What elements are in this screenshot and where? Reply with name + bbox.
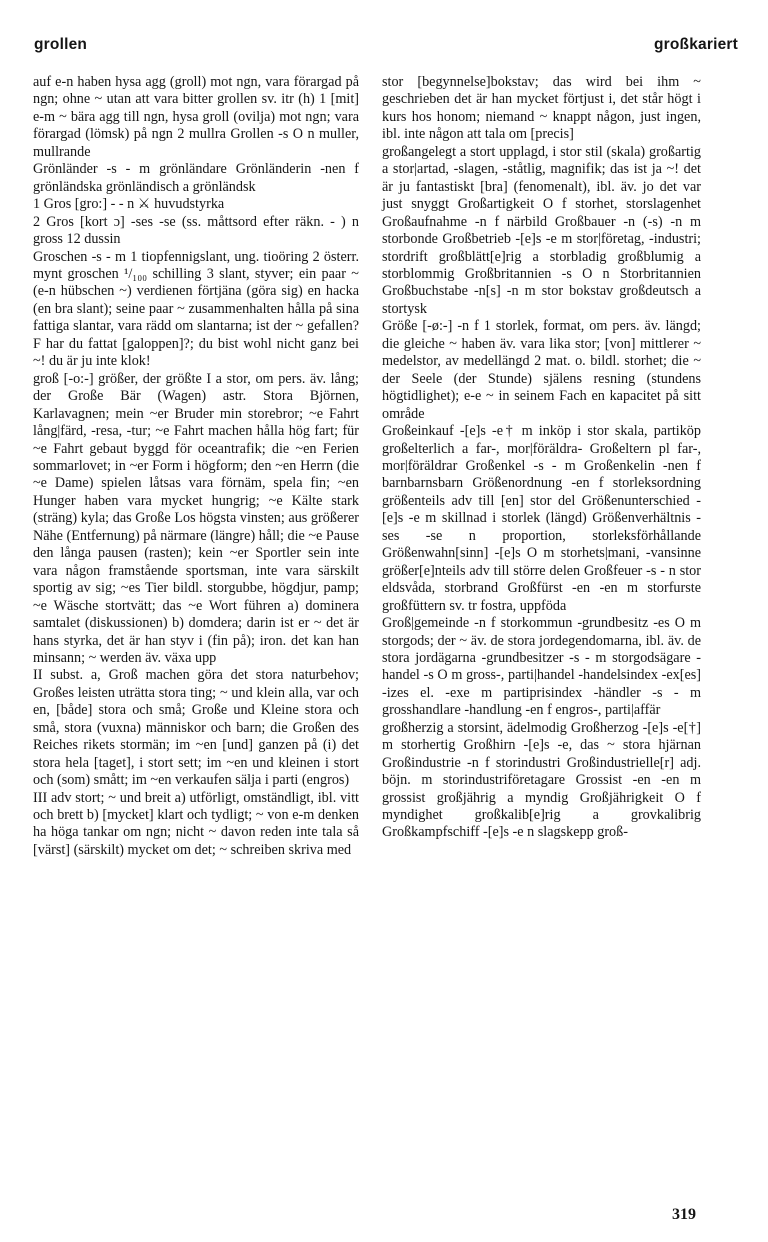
right-column [382, 74, 701, 842]
entry-grossangelegt: großangelegt a stort upplagd, i stor stil (skala) großartig a stor|artad, -slagen, -ståtlig, magnifik; das ist ja ~! det är ju fantastiskt [bra] (fenomenalt), ibl. äv. jo det var just snyggt Großartigkeit O f storhet, storslagenhet Großaufnahme -n f närbild Großbauer -n (-s) -n m storbonde Großbetrieb -[e]s -e m stor|företag, -industri; stordrift großblätt[e]rig a storbladig großblumig a storblommig Großbritannien -s O n Storbritannien Großbuchstabe -n[s] -n m stor bokstav großdeutsch a stortysk [382, 143, 701, 317]
entry-groesse: Größe [-ø:-] -n f 1 storlek, format, om pers. äv. längd; die gleiche ~ haben äv. vara lika stor; [von] mittlerer ~ medelstor, av medellängd 2 mat. o. bildl. storhet; die ~ der Seele (der Stunde) själens resning (stundens högtidlighet); e-e ~ in seinem Fach en kapacitet på sitt område [382, 318, 701, 422]
entry-gross-subst: II subst. a, Groß machen göra det stora naturbehov; Großes leisten uträtta stora ting; ~ und klein alla, var och en, [både] stora och små; Große und Kleine stora och små, stora (vuxna) människor och barn; die Großen des Reiches rikets stormän; im ~en [und] ganzen på (i) det stora hela [taget], i stort sett; im ~en und kleinen i stort och (som) smått; im ~en verkaufen sälja i parti (engros) [33, 667, 359, 789]
entry-continuation: stor [begynnelse]bokstav; das wird bei ihm ~ geschrieben det är han mycket förtjust i, det står högt i kurs hos honom; niemand ~ knappt någon, just ingen, ibl. inte någon att tala om [precis] [382, 74, 701, 143]
entry-gros-1: 1 Gros [gro:] - - n ⚔ huvudstyrka [33, 196, 225, 213]
entry-grollen: auf e-n haben hysa agg (groll) mot ngn, vara förargad på ngn; ohne ~ utan att vara bitter grollen sv. itr (h) 1 [mit] e-m ~ bära agg till ngn, hysa groll (ovilja) mot ngn; vara förargad (lömsk) på ngn 2 mullra Grollen -s O n muller, mullrande [33, 74, 359, 160]
left-guideword: grollen [34, 36, 88, 53]
left-column [33, 74, 359, 859]
entry-groschen: Groschen -s - m 1 tiopfennigslant, ung. tioöring 2 österr. mynt groschen ¹/₁₀₀ schilling 3 slant, styver; ein paar ~ (e-n hübschen ~) verdienen förtjäna (göra sig) en hacka (en bra slant); seine paar ~ zusammenhalten hålla på sina fattiga slantar, vara rädd om slantarna; ist der ~ gefallen? F har du fattat [galoppen]?; du bist wohl nicht ganz bei ~! du är ju inte klok! [33, 248, 359, 370]
right-guideword: großkariert [653, 36, 738, 53]
page-number: 319 [672, 1206, 696, 1223]
entry-grossgemeinde: Groß|gemeinde -n f storkommun -grundbesitz -es O m storgods; der ~ äv. de stora jordegendomarna, ibl. äv. de stora jordägarna -grundbesitzer -s - m storgodsägare -handel -s O m gross-, parti|handel -handelsindex -ex[es] -izes el. -exe m partiprisindex -händler -s - m grosshandlare -handlung -en f engros-, parti|affär [382, 615, 701, 719]
entry-grossherzig: großherzig a storsint, ädelmodig Großherzog -[e]s -e[†] m storhertig Großhirn -[e]s -e, das ~ stora hjärnan Großindustrie -n f storindustri Großindustrielle[r] adj. böjn. m storindustriföretagare Grossist -en -en m grossist großjährig a myndig Großjährigkeit O f myndighet großkalib[e]rig a grovkalibrig Großkampfschiff -[e]s -e n slagskepp groß- [382, 719, 701, 841]
entry-gros-2: 2 Gros [kort ɔ] -ses -se (ss. måttsord efter räkn. - ) n gross 12 dussin [33, 213, 359, 248]
entry-gross: groß [-o:-] größer, der größte I a stor, om pers. äv. lång; der Große Bär (Wagen) astr. Stora Björnen, Karlavagnen; mein ~er Bruder min storebror; ~e Fahrt lång|färd, -resa, -tur; ~e Fahrt machen hålla hög fart; für ~e Fahrt gebaut byggd för oceantrafik; die ~en Ferien sommarlovet; in ~er Form i högform; den ~en Herrn (die ~e Dame) spielen låtsas vara förnäm, spela fin; ~en Hunger haben vara mycket hungrig; ~e Kälte stark (sträng) kyla; das Große Los högsta vinsten; aus größerer Nähe (Entfernung) på närmare (längre) håll; die ~e Pause den långa pausen (rasten); kein ~er Sportler sein inte vara någon framstående sportsman, inte vara särskilt sportig av sig; ~es Tier bildl. storgubbe, högdjur, pamp; ~e Wäsche stortvätt; das ~e Wort führen a) dominera samtalet (diskussionen) b) domdera; darin ist er ~ det är hans styrka, det är han styv i (fin på); iron. det kan han minsann; ~ werden äv. växa upp [33, 370, 359, 666]
entry-grosseinkauf: Großeinkauf -[e]s -e† m inköp i stor skala, partiköp großelterlich a far-, mor|föräldra- Großeltern pl far-, mor|föräldrar Großenkel -s - m Großenkelin -nen f barnbarnsbarn Größenordnung -en f storleksordning größenteils adv till [en] stor del Größenunterschied -[e]s -e m skillnad i storlek (längd) Größenverhältnis -ses -se n proportion, storleksförhållande Größenwahn[sinn] -[e]s O m storhets|mani, -vansinne größer[e]nteils adv till större delen Großfeuer -s - n stor eldsvåda, storbrand Großfürst -en -en m storfurste großfüttern sv. tr fostra, uppföda [382, 423, 701, 614]
entry-groenlaender: Grönländer -s - m grönländare Grönländerin -nen f grönländska grönländisch a grönländsk [33, 161, 359, 195]
entry-gross-adv: III adv stort; ~ und breit a) utförligt, omständligt, ibl. vitt och brett b) [mycket] klart och tydligt; ~ von e-m denken ha höga tankar om ngn; nicht ~ davon reden inte tala så [värst] (särskilt) mycket om det; ~ schreiben skriva med [33, 789, 359, 858]
